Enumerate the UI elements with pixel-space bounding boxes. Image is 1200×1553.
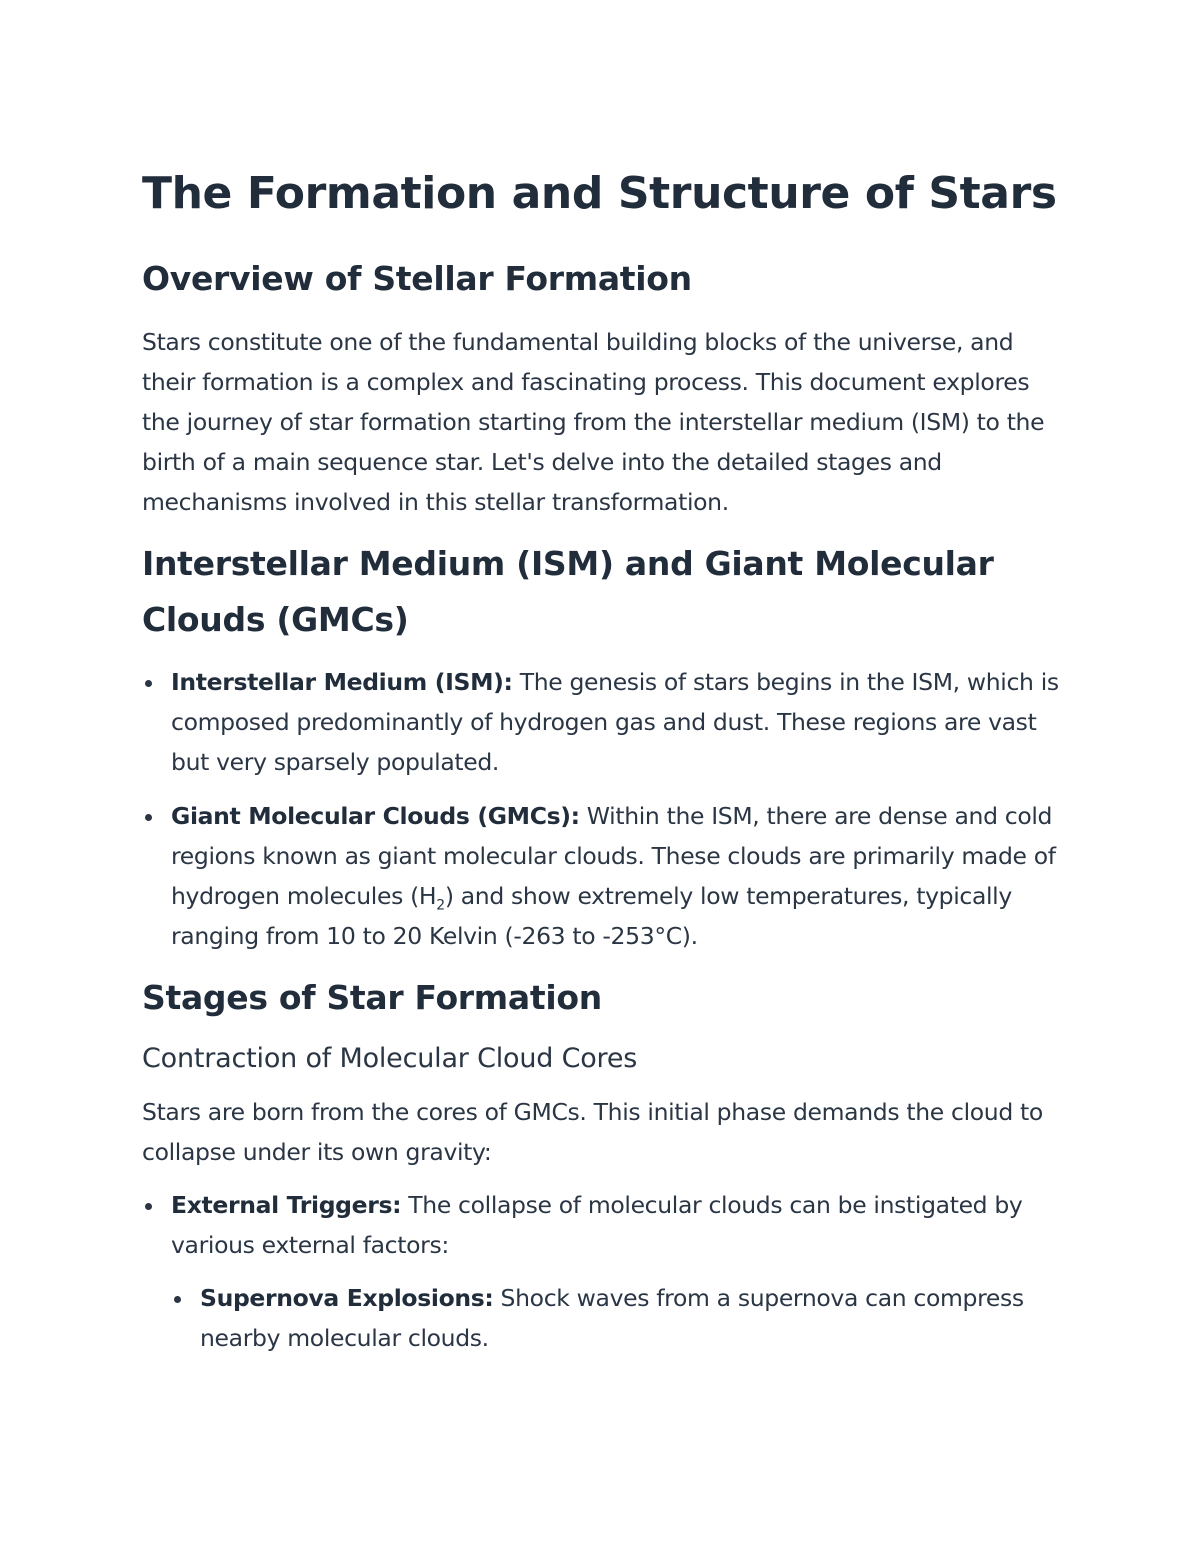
- term-supernova: Supernova Explosions:: [200, 1284, 494, 1312]
- term-external-triggers: External Triggers:: [171, 1191, 402, 1219]
- list-item-external-triggers: [142, 1185, 1060, 1358]
- overview-paragraph: Stars constitute one of the fundamental building blocks of the universe, and their formation is a complex and fascinating process. This document explores the journey of star formation starting from the interstellar medium (ISM) to the birth of a main sequence star. Let's delve into the detailed stages and mechanisms involved in this stellar transformation.: [142, 328, 1045, 516]
- contraction-paragraph: Stars are born from the cores of GMCs. This initial phase demands the cloud to collapse under its own gravity:: [142, 1098, 1043, 1166]
- bullet-icon: [145, 814, 152, 821]
- trigger-list: [142, 1185, 1060, 1358]
- ism-list: [142, 662, 1060, 956]
- sub-list: [171, 1278, 1060, 1358]
- list-item-gmc: [142, 796, 1060, 956]
- text-gmc-before: Within the ISM, there are dense and cold regions known as giant molecular clouds. These clouds are primarily made of hydrogen molecules (H: [171, 802, 1056, 910]
- document-title: The Formation and Structure of Stars: [142, 168, 1057, 219]
- section-heading-stages: Stages of Star Formation: [142, 978, 602, 1017]
- text-supernova: Shock waves from a supernova can compress nearby molecular clouds.: [200, 1284, 1024, 1352]
- section-heading-ism: Interstellar Medium (ISM) and Giant Molecular Clouds (GMCs): [142, 544, 994, 639]
- text-gmc-after: ) and show extremely low temperatures, typically ranging from 10 to 20 Kelvin (-263 to -253°C).: [171, 882, 1012, 950]
- text-external-triggers: The collapse of molecular clouds can be instigated by various external factors:: [171, 1191, 1023, 1259]
- subscript-2: 2: [436, 897, 445, 914]
- bullet-icon: [174, 1296, 181, 1303]
- term-ism: Interstellar Medium (ISM):: [171, 668, 513, 696]
- term-gmc: Giant Molecular Clouds (GMCs):: [171, 802, 580, 830]
- bullet-icon: [145, 680, 152, 687]
- subsection-heading-contraction: Contraction of Molecular Cloud Cores: [142, 1043, 638, 1074]
- text-ism: The genesis of stars begins in the ISM, which is composed predominantly of hydrogen gas and dust. These regions are vast but very sparsely populated.: [171, 668, 1059, 776]
- bullet-icon: [145, 1203, 152, 1210]
- list-item-ism: [142, 662, 1060, 782]
- section-heading-overview: Overview of Stellar Formation: [142, 259, 692, 298]
- list-item-supernova: [171, 1278, 1060, 1358]
